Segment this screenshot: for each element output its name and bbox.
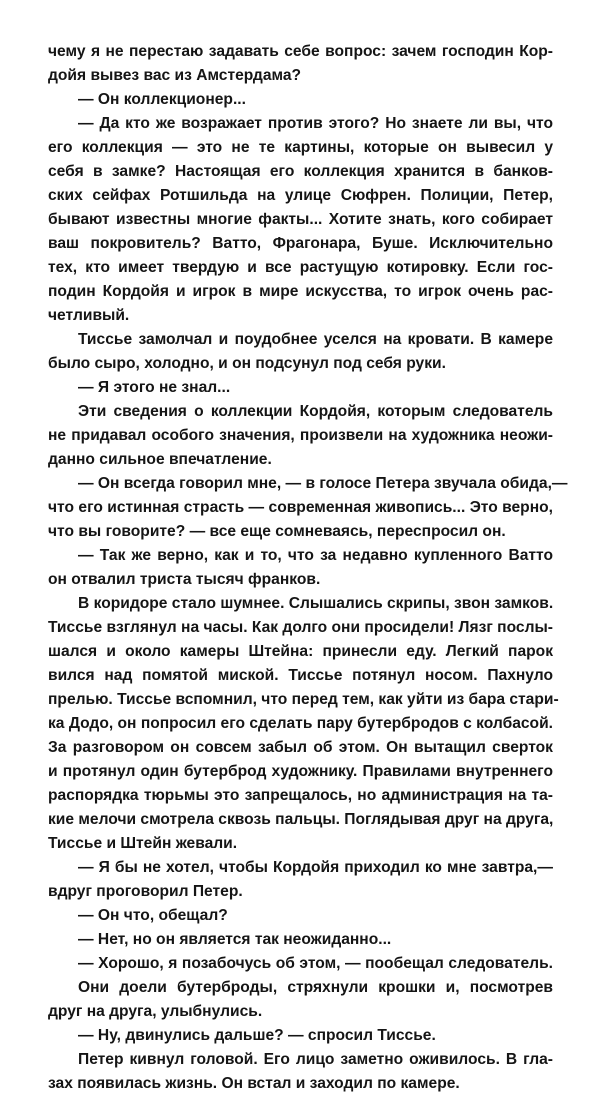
text-line: дойя вывез вас из Амстердама? <box>48 67 302 84</box>
text-line: его коллекция — это не те картины, которые он вывесил у <box>48 139 553 156</box>
text-line: распорядка тюрьмы это запрещалось, но администрация на та- <box>48 787 553 804</box>
text-line: он отвалил триста тысяч франков. <box>48 571 321 588</box>
text-line: что вы говорите? — все еще сомневаясь, переспросил он. <box>48 523 506 540</box>
text-line: Они доели бутерброды, стряхнули крошки и, посмотрев <box>78 979 553 996</box>
text-line: не придавал особого значения, произвели на художника неожи- <box>48 427 553 444</box>
text-line: было сыро, холодно, и он подсунул под себя руки. <box>48 355 446 372</box>
text-line: себя в замке? Настоящая его коллекция хранится в банков- <box>48 163 553 180</box>
text-line: подин Кордойя и игрок в мире искусства, то игрок очень рас- <box>48 283 553 300</box>
text-line: ских сейфах Ротшильда на улице Сюфрен. Полиции, Петер, <box>48 187 553 204</box>
text-line: друг на друга, улыбнулись. <box>48 1003 263 1020</box>
text-line: — Нет, но он является так неожиданно... <box>78 931 392 948</box>
text-line: чему я не перестаю задавать себе вопрос: зачем господин Кор- <box>48 43 553 60</box>
text-line: — Он что, обещал? <box>78 907 228 924</box>
text-line: вился над помятой миской. Тиссье потянул носом. Пахнуло <box>48 667 553 684</box>
text-line: ка Додо, он попросил его сделать пару бутербродов с колбасой. <box>48 715 553 732</box>
text-line: что его истинная страсть — современная живопись... Это верно, <box>48 499 553 516</box>
text-line: Тиссье взглянул на часы. Как долго они просидели! Лязг послы- <box>48 619 553 636</box>
text-line: кие мелочи смотрела сквозь пальцы. Поглядывая друг на друга, <box>48 811 554 828</box>
text-line: данно сильное впечатление. <box>48 451 272 468</box>
text-line: За разговором он совсем забыл об этом. Он вытащил сверток <box>48 739 553 756</box>
text-line: и протянул один бутерброд художнику. Правилами внутреннего <box>48 763 553 780</box>
text-line: В коридоре стало шумнее. Слышались скрипы, звон замков. <box>78 595 554 612</box>
text-line: — Так же верно, как и то, что за недавно купленного Ватто <box>78 547 553 564</box>
text-line: Эти сведения о коллекции Кордойя, которым следователь <box>78 403 553 420</box>
text-line: Тиссье замолчал и поудобнее уселся на кровати. В камере <box>78 331 553 348</box>
text-line: тех, кто имеет твердую и все растущую котировку. Если гос- <box>48 259 553 276</box>
text-line: бывают известны многие факты... Хотите знать, кого собирает <box>48 211 553 228</box>
text-line: зах появилась жизнь. Он встал и заходил по камере. <box>48 1075 460 1092</box>
text-line: — Ну, двинулись дальше? — спросил Тиссье. <box>78 1027 436 1044</box>
text-line: вдруг проговорил Петер. <box>48 883 243 900</box>
book-page <box>48 40 568 1092</box>
text-line: шался и около камеры Штейна: принесли еду. Легкий парок <box>48 643 553 660</box>
text-line: четливый. <box>48 307 130 324</box>
text-line: — Он коллекционер... <box>78 91 246 108</box>
text-line: — Хорошо, я позабочусь об этом, — пообещал следователь. <box>78 955 553 972</box>
text-line: прелью. Тиссье вспомнил, что перед тем, как уйти из бара стари- <box>48 691 559 708</box>
text-line: — Он всегда говорил мне, — в голосе Петера звучала обида,— <box>78 475 568 492</box>
text-line: — Я этого не знал... <box>78 379 231 396</box>
text-line: — Я бы не хотел, чтобы Кордойя приходил ко мне завтра,— <box>78 859 553 876</box>
text-line: ваш покровитель? Ватто, Фрагонара, Буше. Исключительно <box>48 235 553 252</box>
text-line: — Да кто же возражает против этого? Но знаете ли вы, что <box>78 115 553 132</box>
text-line: Петер кивнул головой. Его лицо заметно оживилось. В гла- <box>78 1051 553 1068</box>
text-line: Тиссье и Штейн жевали. <box>48 835 238 852</box>
